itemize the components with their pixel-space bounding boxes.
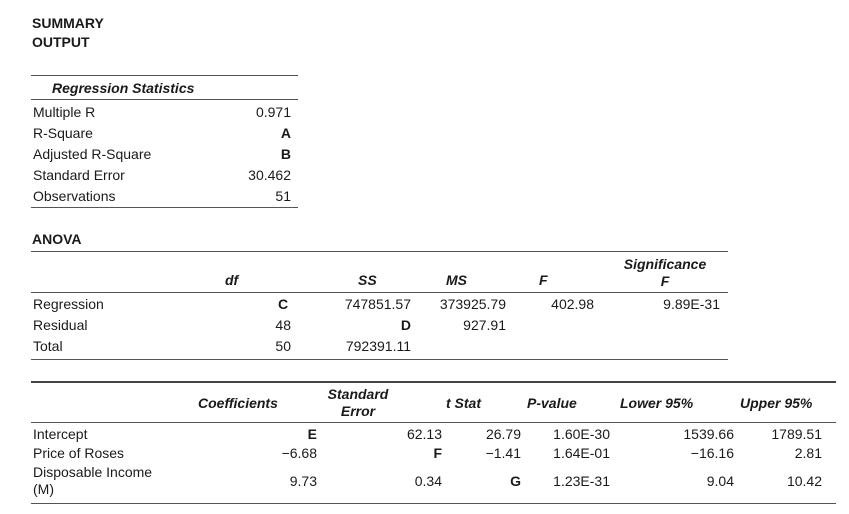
coef-header-upper95: Upper 95% bbox=[740, 395, 813, 411]
anova-df: 50 bbox=[275, 338, 291, 354]
anova-header-df: df bbox=[225, 272, 239, 288]
regstats-value: B bbox=[280, 146, 291, 162]
regstats-row bbox=[31, 102, 291, 123]
anova-row bbox=[31, 317, 728, 338]
regstats-value: 30.462 bbox=[248, 167, 291, 183]
regstats-row bbox=[31, 165, 291, 186]
regstats-label: Multiple R bbox=[33, 104, 96, 120]
coef-header-rule bbox=[31, 422, 836, 423]
title-line-2: OUTPUT bbox=[32, 34, 90, 50]
coef-pvalue: 1.64E-01 bbox=[553, 445, 610, 461]
regstats-bottom-rule bbox=[31, 207, 298, 208]
coef-upper95: 2.81 bbox=[794, 445, 822, 461]
coef-top-rule bbox=[31, 381, 836, 383]
coef-tstat: −1.41 bbox=[485, 445, 521, 461]
coefficients-table bbox=[31, 426, 836, 502]
regstats-label: Adjusted R-Square bbox=[33, 146, 152, 162]
regstats-row bbox=[31, 186, 291, 207]
coef-header-standard-error bbox=[320, 386, 396, 420]
coef-header-coefficients: Coefficients bbox=[198, 395, 278, 411]
coef-row-label: Intercept bbox=[33, 426, 88, 442]
coef-upper95: 1789.51 bbox=[771, 426, 822, 442]
regstats-value: 0.971 bbox=[255, 104, 291, 120]
coef-tstat: G bbox=[510, 473, 521, 489]
anova-header-significance bbox=[610, 256, 720, 290]
regstats-value: 51 bbox=[275, 188, 291, 204]
coef-row bbox=[31, 464, 836, 502]
coef-row bbox=[31, 426, 836, 445]
regstats-row bbox=[31, 123, 291, 144]
coef-value: 9.73 bbox=[289, 473, 317, 489]
anova-ss: D bbox=[400, 317, 411, 333]
regstats-label: Standard Error bbox=[33, 167, 125, 183]
anova-ms: 927.91 bbox=[463, 317, 506, 333]
coef-row bbox=[31, 445, 836, 464]
anova-row-label: Total bbox=[33, 338, 63, 354]
regstats-value: A bbox=[280, 125, 291, 141]
anova-header-sig-line2: F bbox=[660, 273, 670, 289]
anova-table bbox=[31, 296, 728, 359]
coef-upper95: 10.42 bbox=[786, 473, 822, 489]
regstats-header-rule bbox=[31, 99, 298, 100]
anova-df: 48 bbox=[275, 317, 291, 333]
regression-statistics-header: Regression Statistics bbox=[52, 80, 195, 96]
coef-row-label: Price of Roses bbox=[33, 445, 125, 461]
coef-value: −6.68 bbox=[281, 445, 317, 461]
regression-statistics-table bbox=[31, 102, 291, 207]
regstats-row bbox=[31, 144, 291, 165]
regstats-top-rule bbox=[31, 75, 298, 76]
summary-title bbox=[32, 14, 104, 52]
coef-header-tstat: t Stat bbox=[446, 395, 481, 411]
coef-bottom-rule bbox=[31, 503, 836, 504]
anova-row bbox=[31, 338, 728, 359]
anova-row bbox=[31, 296, 728, 317]
regstats-label: Observations bbox=[33, 188, 116, 204]
anova-header-ss: SS bbox=[358, 272, 377, 288]
coef-header-se-line1: Standard bbox=[327, 386, 389, 402]
coef-pvalue: 1.60E-30 bbox=[553, 426, 610, 442]
coef-header-lower95: Lower 95% bbox=[620, 395, 694, 411]
coef-header-pvalue: P-value bbox=[527, 395, 577, 411]
coef-lower95: 1539.66 bbox=[683, 426, 734, 442]
coef-pvalue: 1.23E-31 bbox=[553, 473, 610, 489]
coef-se: F bbox=[433, 445, 442, 461]
anova-header-sig-line1: Significance bbox=[623, 256, 707, 272]
anova-title: ANOVA bbox=[32, 231, 82, 247]
coef-se: 62.13 bbox=[406, 426, 442, 442]
anova-ms: 373925.79 bbox=[439, 296, 506, 312]
anova-bottom-rule bbox=[31, 359, 728, 360]
anova-ss: 792391.11 bbox=[345, 338, 411, 354]
anova-header-ms: MS bbox=[446, 272, 467, 288]
anova-df: C bbox=[278, 296, 289, 312]
coef-row-label bbox=[33, 464, 152, 498]
anova-row-label: Regression bbox=[33, 296, 104, 312]
coef-lower95: −16.16 bbox=[690, 445, 734, 461]
regstats-label: R-Square bbox=[33, 125, 93, 141]
anova-header-rule bbox=[31, 292, 728, 293]
coef-value: E bbox=[307, 426, 317, 442]
anova-top-rule bbox=[31, 251, 728, 252]
anova-row-label: Residual bbox=[33, 317, 88, 333]
anova-f: 402.98 bbox=[551, 296, 594, 312]
coef-lower95: 9.04 bbox=[706, 473, 734, 489]
coef-header-se-line2: Error bbox=[340, 403, 376, 419]
coef-tstat: 26.79 bbox=[485, 426, 521, 442]
anova-header-f: F bbox=[539, 272, 548, 288]
anova-ss: 747851.57 bbox=[344, 296, 411, 312]
title-line-1: SUMMARY bbox=[32, 15, 104, 31]
coef-row-label-line1: Disposable Income bbox=[33, 464, 153, 480]
coef-row-label-line2: (M) bbox=[33, 481, 54, 497]
anova-sig: 9.89E-31 bbox=[663, 296, 720, 312]
coef-se: 0.34 bbox=[414, 473, 442, 489]
